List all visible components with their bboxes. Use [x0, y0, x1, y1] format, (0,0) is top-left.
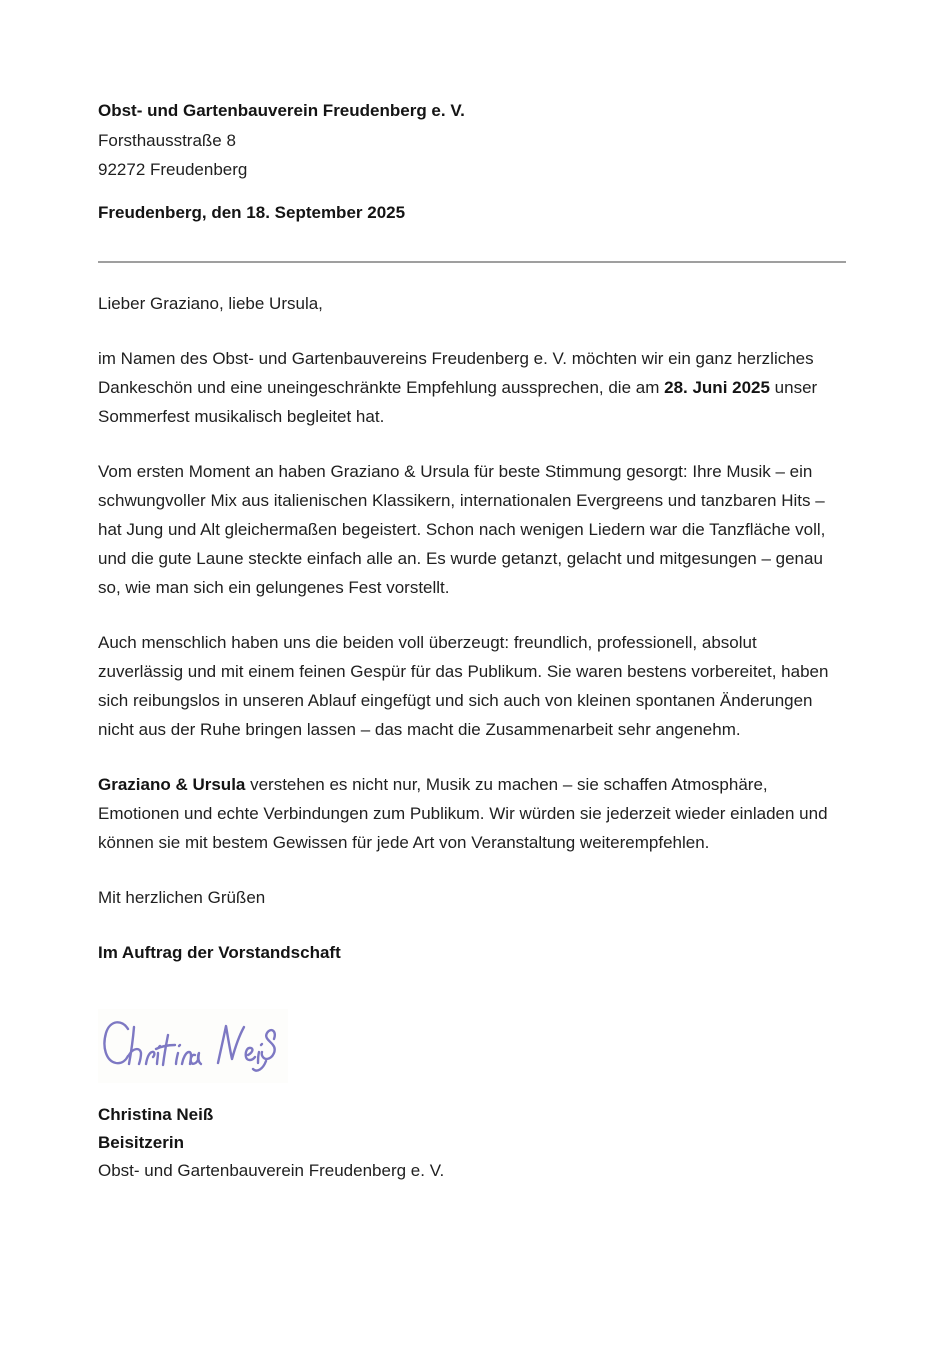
on-behalf-line: Im Auftrag der Vorstandschaft: [98, 943, 341, 962]
paragraph-thanks-post: unser Sommerfest musikalisch begleitet hat.: [98, 378, 818, 426]
closing-line: Mit herzlichen Grüßen: [98, 888, 266, 907]
paragraph-thanks: [98, 344, 846, 431]
paragraph-recommendation-post: verstehen es nicht nur, Musik zu machen – sie schaffen Atmosphäre, Emotionen und echte Verbindungen zum Publikum. Wir würden sie jederzeit wieder einladen und können sie mit bestem Gewissen für jede Art von Veranstaltung weiterempfehlen.: [98, 775, 828, 852]
paragraph-thanks-pre: im Namen des Obst- und Gartenbauvereins Freudenberg e. V. möchten wir ein ganz herzliches Dankeschön und eine uneingeschränkte Empfehlung aussprechen, die am: [98, 349, 814, 397]
paragraph-music: Vom ersten Moment an haben Graziano & Ursula für beste Stimmung gesorgt: Ihre Musik – ein schwungvoller Mix aus italienischen Klassikern, internationalen Evergreens und tanzbaren Hits – hat Jung und Alt gleichermaßen begeistert. Schon nach wenigen Liedern war die Tanzfläche voll, und die gute Laune steckte einfach alle an. Es wurde getanzt, gelacht und mitgesungen – genau so, wie man sich ein gelungenes Fest vorstellt.: [98, 462, 826, 597]
event-date-bold: 28. Juni 2025: [664, 378, 770, 397]
sender-name: Obst- und Gartenbauverein Freudenberg e. V.: [98, 101, 465, 120]
duo-name-bold: Graziano & Ursula: [98, 775, 246, 794]
signature-block: [98, 1101, 846, 1185]
signer-role: Beisitzerin: [98, 1133, 184, 1152]
paragraph-recommendation: [98, 770, 846, 857]
sender-street: Forsthausstraße 8: [98, 131, 236, 150]
sender-city: 92272 Freudenberg: [98, 160, 248, 179]
signature-handwriting: [98, 1009, 288, 1083]
sender-address-block: [98, 96, 846, 184]
signer-organization: Obst- und Gartenbauverein Freudenberg e. V.: [98, 1161, 445, 1180]
divider-line: [98, 261, 846, 263]
salutation: Lieber Graziano, liebe Ursula,: [98, 294, 323, 313]
dateline: Freudenberg, den 18. September 2025: [98, 203, 406, 222]
signature-strokes: [104, 1022, 274, 1070]
signer-name: Christina Neiß: [98, 1105, 214, 1124]
paragraph-personal: Auch menschlich haben uns die beiden voll überzeugt: freundlich, professionell, absolut zuverlässig und mit einem feinen Gespür für das Publikum. Sie waren bestens vorbereitet, haben sich reibungslos in unseren Ablauf eingefügt und sich auch von kleinen spontanen Änderungen nicht aus der Ruhe bringen lassen – das macht die Zusammenarbeit sehr angenehm.: [98, 633, 829, 739]
